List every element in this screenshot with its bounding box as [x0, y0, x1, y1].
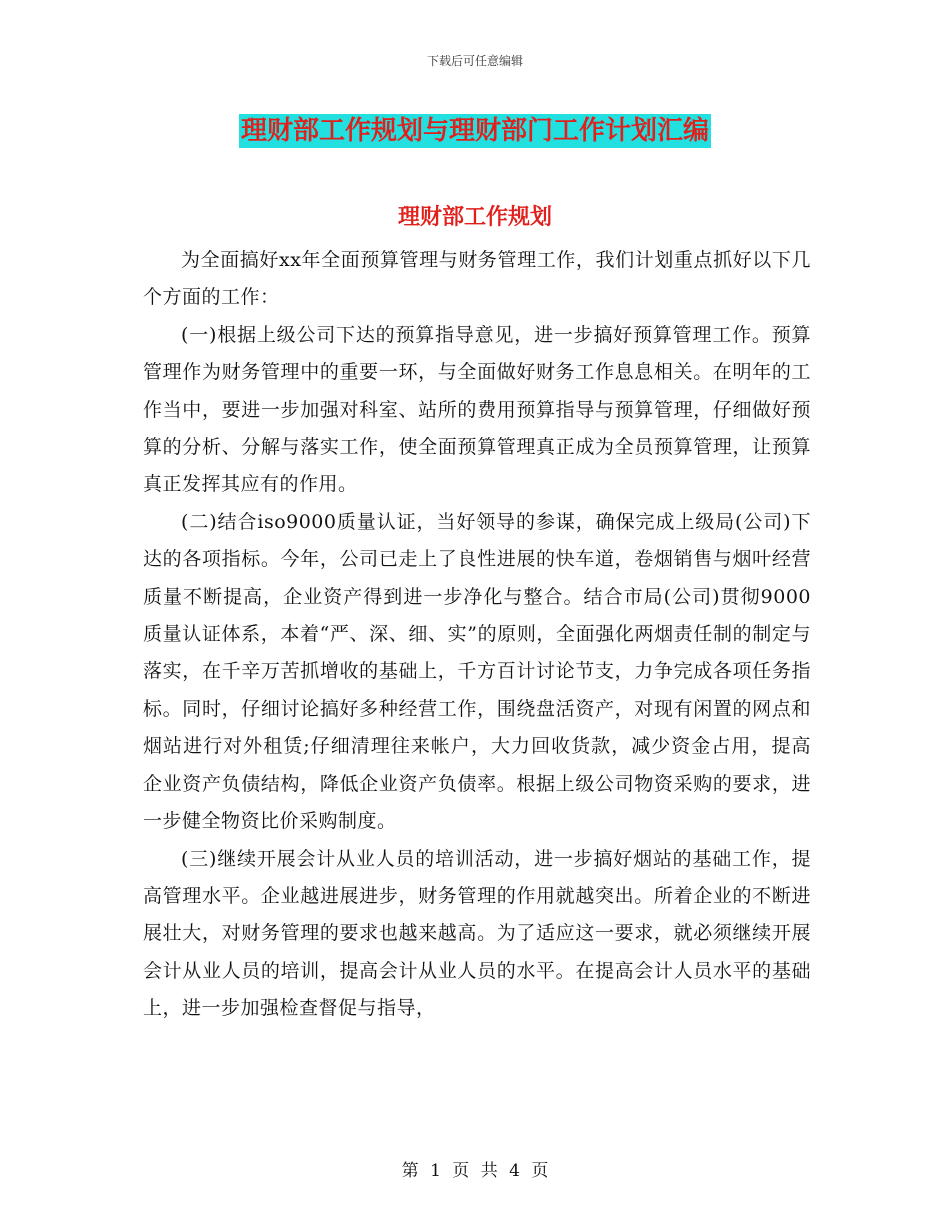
- document-body: [143, 242, 811, 1028]
- document-title: [0, 110, 950, 147]
- paragraph-2: (二)结合iso9000质量认证，当好领导的参谋，确保完成上级局(公司)下达的各项指标。今年，公司已走上了良性进展的快车道，卷烟销售与烟叶经营质量不断提高，企业资产得到进一步净化与整合。结合市局(公司)贯彻9000质量认证体系，本着“严、深、细、实”的原则，全面强化两烟责任制的制定与落实，在千辛万苦抓增收的基础上，千方百计讨论节支，力争完成各项任务指标。同时，仔细讨论搞好多种经营工作，围绕盘活资产，对现有闲置的网点和烟站进行对外租赁;仔细清理往来帐户，大力回收货款，减少资金占用，提高企业资产负债结构，降低企业资产负债率。根据上级公司物资采购的要求，进一步健全物资比价采购制度。: [143, 510, 811, 833]
- header-note: 下载后可任意编辑: [426, 54, 523, 68]
- document-title-text: 理财部工作规划与理财部门工作计划汇编: [240, 116, 709, 146]
- page-footer: 第 1 页 共 4 页: [401, 1161, 549, 1181]
- section-title: 理财部工作规划: [397, 204, 552, 230]
- paragraph-3: (三)继续开展会计从业人员的培训活动，进一步搞好烟站的基础工作，提高管理水平。企业越进展进步，财务管理的作用就越突出。所着企业的不断进展壮大，对财务管理的要求也越来越高。为了适应这一要求，就必须继续开展会计从业人员的培训，提高会计从业人员的水平。在提高会计人员水平的基础上，进一步加强检查督促与指导，: [143, 847, 811, 1020]
- paragraph-1: (一)根据上级公司下达的预算指导意见，进一步搞好预算管理工作。预算管理作为财务管理中的重要一环，与全面做好财务工作息息相关。在明年的工作当中，要进一步加强对科室、站所的费用预算指导与预算管理，仔细做好预算的分析、分解与落实工作，使全面预算管理真正成为全员预算管理，让预算真正发挥其应有的作用。: [143, 323, 811, 496]
- paragraph-intro: 为全面搞好xx年全面预算管理与财务管理工作，我们计划重点抓好以下几个方面的工作：: [143, 249, 811, 309]
